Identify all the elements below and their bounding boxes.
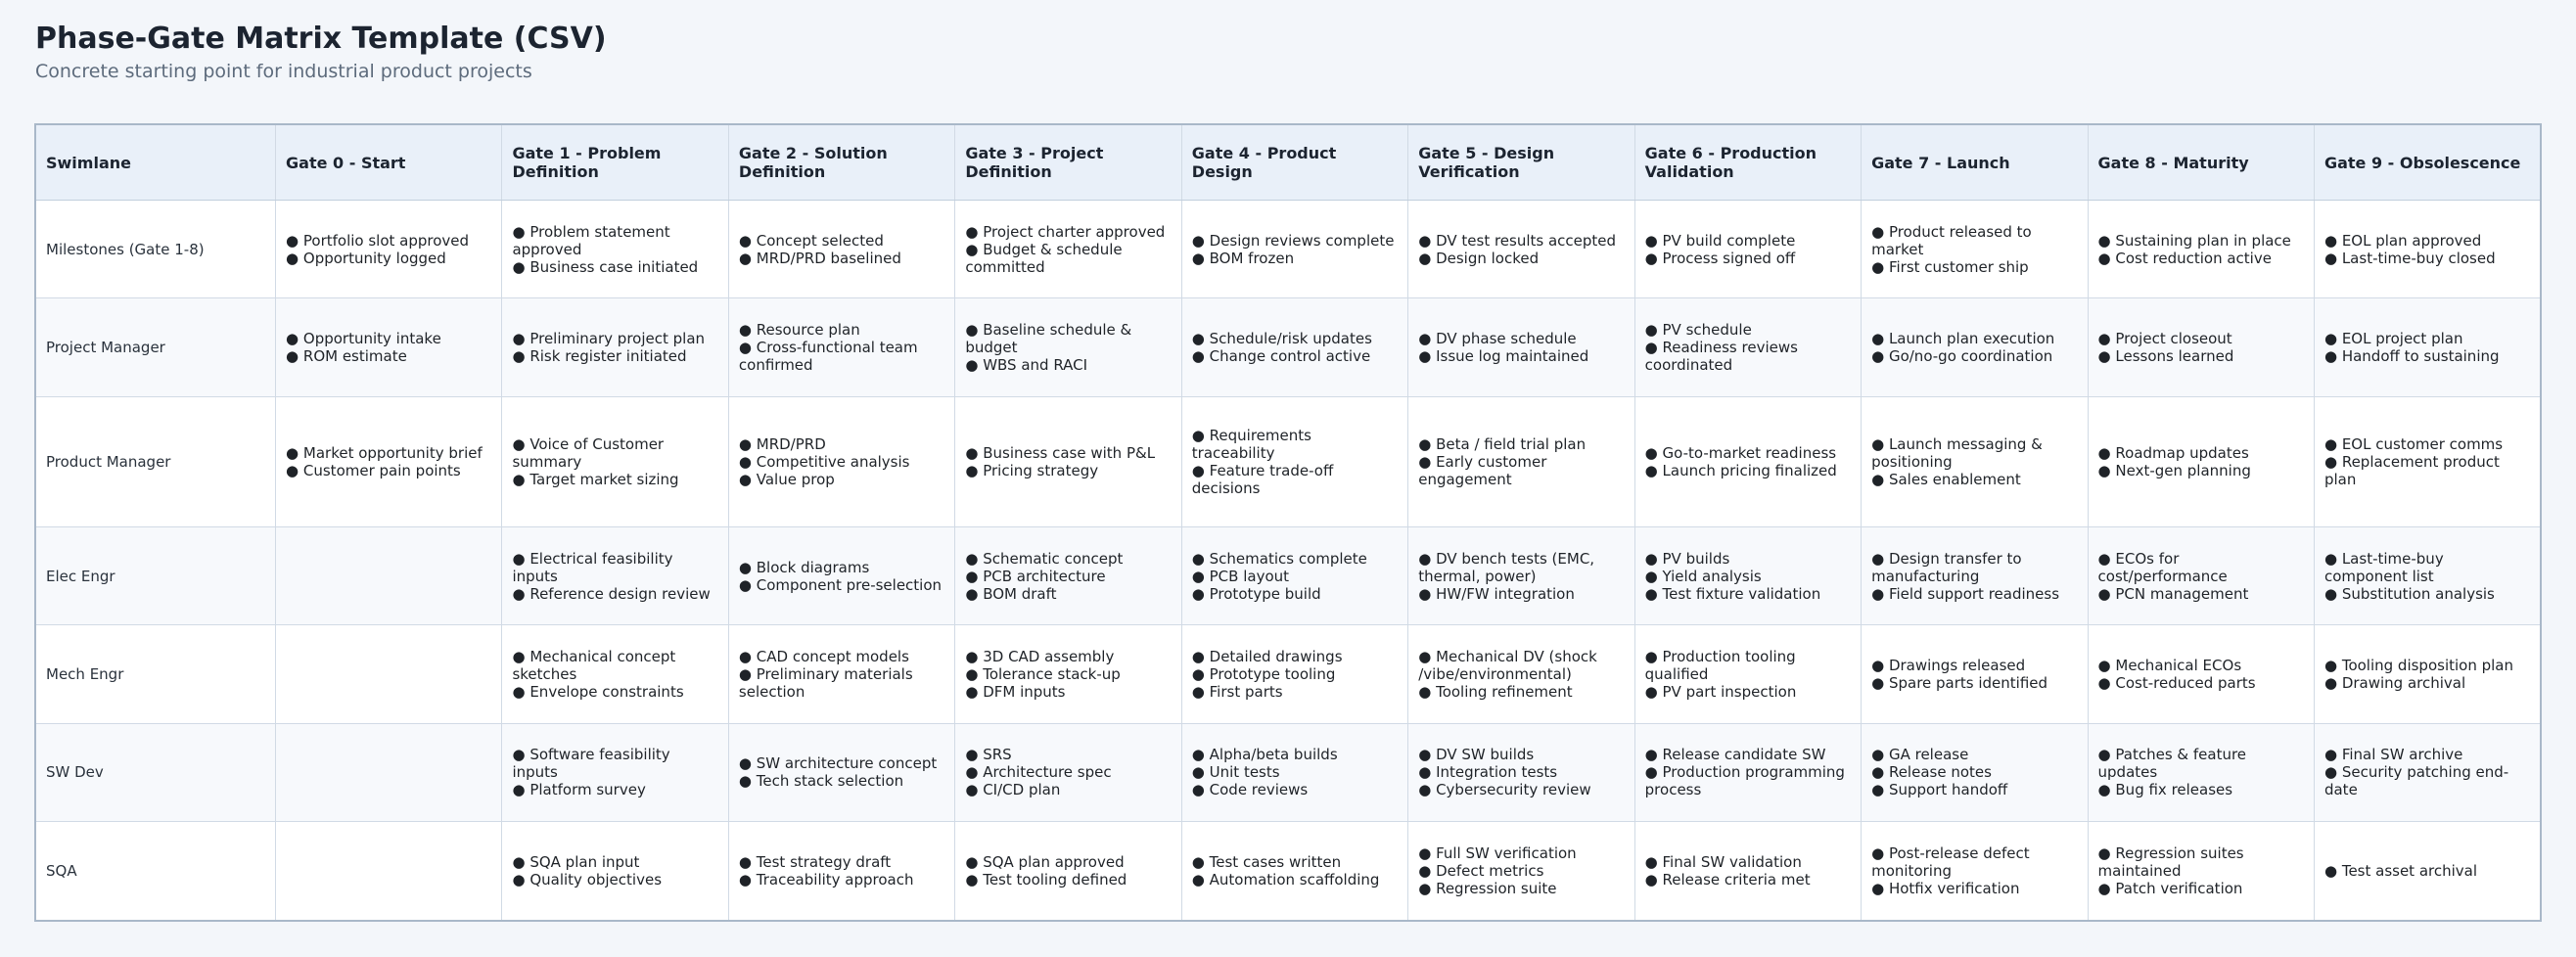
cell-bullet-item: ● Test strategy draft bbox=[739, 853, 944, 871]
cell-bullet-item: ● Readiness reviews coordinated bbox=[1645, 339, 1851, 374]
cell-bullet-item: ● Substitution analysis bbox=[2324, 585, 2530, 603]
cell-bullet-item: ● Portfolio slot approved bbox=[286, 232, 491, 250]
cell-bullet-item: ● Business case with P&L bbox=[965, 444, 1171, 462]
cell-bullet-item: ● Early customer engagement bbox=[1418, 453, 1624, 488]
matrix-cell bbox=[1634, 298, 1861, 396]
matrix-cell bbox=[1862, 822, 2088, 921]
cell-bullet-item: ● BOM frozen bbox=[1192, 250, 1398, 267]
cell-bullet-item: ● Drawings released bbox=[1871, 657, 2077, 674]
matrix-cell bbox=[1862, 201, 2088, 298]
cell-bullet-item: ● EOL plan approved bbox=[2324, 232, 2530, 250]
matrix-cell bbox=[2088, 526, 2314, 624]
cell-bullet-item: ● MRD/PRD baselined bbox=[739, 250, 944, 267]
cell-bullet-item: ● Detailed drawings bbox=[1192, 648, 1398, 665]
matrix-cell bbox=[276, 298, 502, 396]
matrix-cell bbox=[1408, 396, 1634, 526]
table-row bbox=[35, 723, 2541, 821]
matrix-cell bbox=[2314, 298, 2541, 396]
matrix-cell bbox=[2314, 396, 2541, 526]
matrix-cell bbox=[1634, 396, 1861, 526]
cell-bullet-item: ● PV builds bbox=[1645, 550, 1851, 568]
cell-bullet-item: ● Hotfix verification bbox=[1871, 880, 2077, 897]
matrix-cell bbox=[955, 723, 1181, 821]
cell-bullet-item: ● Regression suite bbox=[1418, 880, 1624, 897]
cell-bullet-item: ● Tooling disposition plan bbox=[2324, 657, 2530, 674]
cell-bullet-item: ● Sustaining plan in place bbox=[2098, 232, 2304, 250]
matrix-cell bbox=[1634, 723, 1861, 821]
matrix-cell bbox=[728, 822, 954, 921]
cell-bullet-item: ● DV phase schedule bbox=[1418, 330, 1624, 347]
cell-bullet-item: ● Project closeout bbox=[2098, 330, 2304, 347]
cell-bullet-item: ● Resource plan bbox=[739, 321, 944, 339]
cell-bullet-item: ● PV build complete bbox=[1645, 232, 1851, 250]
cell-bullet-item: ● Field support readiness bbox=[1871, 585, 2077, 603]
cell-bullet-item: ● DV bench tests (EMC, thermal, power) bbox=[1418, 550, 1624, 585]
matrix-cell bbox=[2314, 625, 2541, 723]
cell-bullet-item: ● Component pre-selection bbox=[739, 576, 944, 594]
cell-bullet-item: ● Next-gen planning bbox=[2098, 462, 2304, 479]
table-row bbox=[35, 201, 2541, 298]
cell-bullet-item: ● Prototype tooling bbox=[1192, 665, 1398, 683]
cell-bullet-item: ● Test fixture validation bbox=[1645, 585, 1851, 603]
cell-bullet-item: ● Market opportunity brief bbox=[286, 444, 491, 462]
table-row bbox=[35, 822, 2541, 921]
matrix-cell bbox=[2314, 526, 2541, 624]
cell-bullet-item: ● DV SW builds bbox=[1418, 746, 1624, 763]
cell-bullet-item: ● Mechanical DV (shock /vibe/environmental) bbox=[1418, 648, 1624, 683]
cell-bullet-item: ● Baseline schedule & budget bbox=[965, 321, 1171, 356]
cell-bullet-item: ● Alpha/beta builds bbox=[1192, 746, 1398, 763]
cell-bullet-item: ● SRS bbox=[965, 746, 1171, 763]
matrix-cell bbox=[1181, 526, 1407, 624]
cell-bullet-item: ● Voice of Customer summary bbox=[512, 435, 717, 471]
cell-bullet-item: ● Bug fix releases bbox=[2098, 781, 2304, 798]
matrix-cell bbox=[2314, 822, 2541, 921]
cell-bullet-item: ● Automation scaffolding bbox=[1192, 871, 1398, 889]
cell-bullet-item: ● Block diagrams bbox=[739, 559, 944, 576]
matrix-cell bbox=[1634, 526, 1861, 624]
cell-bullet-item: ● Go/no-go coordination bbox=[1871, 347, 2077, 365]
cell-bullet-item: ● Full SW verification bbox=[1418, 844, 1624, 862]
cell-bullet-item: ● HW/FW integration bbox=[1418, 585, 1624, 603]
matrix-cell bbox=[502, 201, 728, 298]
matrix-cell bbox=[502, 396, 728, 526]
cell-bullet-item: ● Patches & feature updates bbox=[2098, 746, 2304, 781]
matrix-cell bbox=[2314, 201, 2541, 298]
cell-bullet-item: ● BOM draft bbox=[965, 585, 1171, 603]
cell-bullet-item: ● Preliminary project plan bbox=[512, 330, 717, 347]
cell-bullet-item: ● Test cases written bbox=[1192, 853, 1398, 871]
matrix-cell bbox=[728, 396, 954, 526]
header-row bbox=[35, 124, 2541, 201]
cell-bullet-item: ● PV schedule bbox=[1645, 321, 1851, 339]
matrix-cell bbox=[1862, 298, 2088, 396]
cell-bullet-item: ● Value prop bbox=[739, 471, 944, 488]
cell-bullet-item: ● Launch pricing finalized bbox=[1645, 462, 1851, 479]
cell-bullet-item: ● Release criteria met bbox=[1645, 871, 1851, 889]
cell-bullet-item: ● Opportunity intake bbox=[286, 330, 491, 347]
cell-bullet-item: ● Cost-reduced parts bbox=[2098, 674, 2304, 692]
matrix-cell bbox=[1634, 201, 1861, 298]
page-title: Phase-Gate Matrix Template (CSV) bbox=[35, 22, 607, 56]
cell-bullet-item: ● Customer pain points bbox=[286, 462, 491, 479]
cell-bullet-item: ● Spare parts identified bbox=[1871, 674, 2077, 692]
matrix-cell bbox=[2088, 201, 2314, 298]
matrix-cell bbox=[1862, 526, 2088, 624]
matrix-cell bbox=[502, 526, 728, 624]
swimlane-label: Milestones (Gate 1-8) bbox=[35, 201, 276, 298]
cell-bullet-item: ● Opportunity logged bbox=[286, 250, 491, 267]
column-header-gate-3: Gate 3 - Project Definition bbox=[955, 124, 1181, 201]
cell-bullet-item: ● Reference design review bbox=[512, 585, 717, 603]
matrix-cell bbox=[728, 526, 954, 624]
matrix-cell bbox=[1862, 396, 2088, 526]
cell-bullet-item: ● Requirements traceability bbox=[1192, 427, 1398, 462]
cell-bullet-item: ● Project charter approved bbox=[965, 223, 1171, 241]
matrix-cell bbox=[502, 822, 728, 921]
cell-bullet-item: ● Release candidate SW bbox=[1645, 746, 1851, 763]
matrix-cell bbox=[955, 822, 1181, 921]
table-row bbox=[35, 526, 2541, 624]
matrix-cell bbox=[1634, 625, 1861, 723]
swimlane-label: Product Manager bbox=[35, 396, 276, 526]
matrix-cell bbox=[955, 396, 1181, 526]
matrix-cell bbox=[1862, 723, 2088, 821]
cell-bullet-item: ● Handoff to sustaining bbox=[2324, 347, 2530, 365]
column-header-gate-1: Gate 1 - Problem Definition bbox=[502, 124, 728, 201]
matrix-cell bbox=[276, 396, 502, 526]
matrix-cell bbox=[1408, 723, 1634, 821]
cell-bullet-item: ● DFM inputs bbox=[965, 683, 1171, 701]
matrix-cell bbox=[276, 526, 502, 624]
cell-bullet-item: ● Replacement product plan bbox=[2324, 453, 2530, 488]
cell-bullet-item: ● Electrical feasibility inputs bbox=[512, 550, 717, 585]
cell-bullet-item: ● PV part inspection bbox=[1645, 683, 1851, 701]
cell-bullet-item: ● Quality objectives bbox=[512, 871, 717, 889]
cell-bullet-item: ● Defect metrics bbox=[1418, 862, 1624, 880]
cell-bullet-item: ● ECOs for cost/performance bbox=[2098, 550, 2304, 585]
cell-bullet-item: ● Software feasibility inputs bbox=[512, 746, 717, 781]
cell-bullet-item: ● Lessons learned bbox=[2098, 347, 2304, 365]
matrix-cell bbox=[728, 625, 954, 723]
cell-bullet-item: ● CI/CD plan bbox=[965, 781, 1171, 798]
column-header-gate-4: Gate 4 - Product Design bbox=[1181, 124, 1407, 201]
cell-bullet-item: ● Regression suites maintained bbox=[2098, 844, 2304, 880]
cell-bullet-item: ● Final SW validation bbox=[1645, 853, 1851, 871]
cell-bullet-item: ● Envelope constraints bbox=[512, 683, 717, 701]
matrix-cell bbox=[1181, 201, 1407, 298]
cell-bullet-item: ● Test asset archival bbox=[2324, 862, 2530, 880]
cell-bullet-item: ● Last-time-buy closed bbox=[2324, 250, 2530, 267]
cell-bullet-item: ● Security patching end-date bbox=[2324, 763, 2530, 798]
cell-bullet-item: ● Concept selected bbox=[739, 232, 944, 250]
cell-bullet-item: ● Tech stack selection bbox=[739, 772, 944, 790]
cell-bullet-item: ● Drawing archival bbox=[2324, 674, 2530, 692]
cell-bullet-item: ● Cost reduction active bbox=[2098, 250, 2304, 267]
cell-bullet-item: ● CAD concept models bbox=[739, 648, 944, 665]
table-row bbox=[35, 625, 2541, 723]
cell-bullet-item: ● GA release bbox=[1871, 746, 2077, 763]
cell-bullet-item: ● PCB architecture bbox=[965, 568, 1171, 585]
cell-bullet-item: ● Test tooling defined bbox=[965, 871, 1171, 889]
cell-bullet-item: ● Tooling refinement bbox=[1418, 683, 1624, 701]
cell-bullet-item: ● Design transfer to manufacturing bbox=[1871, 550, 2077, 585]
cell-bullet-item: ● Final SW archive bbox=[2324, 746, 2530, 763]
cell-bullet-item: ● First customer ship bbox=[1871, 258, 2077, 276]
cell-bullet-item: ● PCN management bbox=[2098, 585, 2304, 603]
cell-bullet-item: ● Beta / field trial plan bbox=[1418, 435, 1624, 453]
swimlane-label: Mech Engr bbox=[35, 625, 276, 723]
column-header-gate-2: Gate 2 - Solution Definition bbox=[728, 124, 954, 201]
cell-bullet-item: ● Traceability approach bbox=[739, 871, 944, 889]
cell-bullet-item: ● Prototype build bbox=[1192, 585, 1398, 603]
matrix-cell bbox=[1181, 822, 1407, 921]
matrix-cell bbox=[2088, 298, 2314, 396]
matrix-cell bbox=[2314, 723, 2541, 821]
swimlane-label: SQA bbox=[35, 822, 276, 921]
matrix-cell bbox=[276, 822, 502, 921]
cell-bullet-item: ● Process signed off bbox=[1645, 250, 1851, 267]
matrix-cell bbox=[1181, 298, 1407, 396]
cell-bullet-item: ● Yield analysis bbox=[1645, 568, 1851, 585]
matrix-cell bbox=[1408, 822, 1634, 921]
column-header-gate-5: Gate 5 - Design Verification bbox=[1408, 124, 1634, 201]
matrix-cell bbox=[2088, 723, 2314, 821]
cell-bullet-item: ● EOL project plan bbox=[2324, 330, 2530, 347]
matrix-cell bbox=[276, 723, 502, 821]
cell-bullet-item: ● Production tooling qualified bbox=[1645, 648, 1851, 683]
matrix-cell bbox=[2088, 625, 2314, 723]
table-row bbox=[35, 396, 2541, 526]
cell-bullet-item: ● Integration tests bbox=[1418, 763, 1624, 781]
matrix-cell bbox=[502, 723, 728, 821]
matrix-cell bbox=[276, 201, 502, 298]
cell-bullet-item: ● Mechanical ECOs bbox=[2098, 657, 2304, 674]
cell-bullet-item: ● Launch plan execution bbox=[1871, 330, 2077, 347]
cell-bullet-item: ● MRD/PRD bbox=[739, 435, 944, 453]
cell-bullet-item: ● Support handoff bbox=[1871, 781, 2077, 798]
cell-bullet-item: ● Cybersecurity review bbox=[1418, 781, 1624, 798]
cell-bullet-item: ● Schematics complete bbox=[1192, 550, 1398, 568]
matrix-cell bbox=[1181, 723, 1407, 821]
cell-bullet-item: ● Patch verification bbox=[2098, 880, 2304, 897]
cell-bullet-item: ● Design locked bbox=[1418, 250, 1624, 267]
swimlane-label: SW Dev bbox=[35, 723, 276, 821]
cell-bullet-item: ● Business case initiated bbox=[512, 258, 717, 276]
cell-bullet-item: ● First parts bbox=[1192, 683, 1398, 701]
matrix-cell bbox=[728, 723, 954, 821]
cell-bullet-item: ● Architecture spec bbox=[965, 763, 1171, 781]
cell-bullet-item: ● Schematic concept bbox=[965, 550, 1171, 568]
cell-bullet-item: ● 3D CAD assembly bbox=[965, 648, 1171, 665]
column-header-gate-9: Gate 9 - Obsolescence bbox=[2314, 124, 2541, 201]
cell-bullet-item: ● Product released to market bbox=[1871, 223, 2077, 258]
swimlane-label: Project Manager bbox=[35, 298, 276, 396]
matrix-cell bbox=[955, 526, 1181, 624]
cell-bullet-item: ● EOL customer comms bbox=[2324, 435, 2530, 453]
cell-bullet-item: ● Production programming process bbox=[1645, 763, 1851, 798]
cell-bullet-item: ● SQA plan input bbox=[512, 853, 717, 871]
cell-bullet-item: ● Change control active bbox=[1192, 347, 1398, 365]
matrix-cell bbox=[1408, 201, 1634, 298]
cell-bullet-item: ● Design reviews complete bbox=[1192, 232, 1398, 250]
column-header-gate-8: Gate 8 - Maturity bbox=[2088, 124, 2314, 201]
cell-bullet-item: ● Pricing strategy bbox=[965, 462, 1171, 479]
cell-bullet-item: ● PCB layout bbox=[1192, 568, 1398, 585]
cell-bullet-item: ● Mechanical concept sketches bbox=[512, 648, 717, 683]
cell-bullet-item: ● Release notes bbox=[1871, 763, 2077, 781]
cell-bullet-item: ● ROM estimate bbox=[286, 347, 491, 365]
cell-bullet-item: ● Unit tests bbox=[1192, 763, 1398, 781]
cell-bullet-item: ● Competitive analysis bbox=[739, 453, 944, 471]
table-body bbox=[35, 201, 2541, 922]
column-header-swimlane: Swimlane bbox=[35, 124, 276, 201]
cell-bullet-item: ● Preliminary materials selection bbox=[739, 665, 944, 701]
cell-bullet-item: ● Code reviews bbox=[1192, 781, 1398, 798]
matrix-cell bbox=[1408, 625, 1634, 723]
cell-bullet-item: ● WBS and RACI bbox=[965, 356, 1171, 374]
cell-bullet-item: ● Schedule/risk updates bbox=[1192, 330, 1398, 347]
cell-bullet-item: ● Launch messaging & positioning bbox=[1871, 435, 2077, 471]
swimlane-label: Elec Engr bbox=[35, 526, 276, 624]
cell-bullet-item: ● SQA plan approved bbox=[965, 853, 1171, 871]
column-header-gate-7: Gate 7 - Launch bbox=[1862, 124, 2088, 201]
cell-bullet-item: ● Issue log maintained bbox=[1418, 347, 1624, 365]
matrix-cell bbox=[2088, 396, 2314, 526]
matrix-cell bbox=[1408, 526, 1634, 624]
cell-bullet-item: ● Target market sizing bbox=[512, 471, 717, 488]
cell-bullet-item: ● Post-release defect monitoring bbox=[1871, 844, 2077, 880]
matrix-cell bbox=[955, 298, 1181, 396]
matrix-cell bbox=[1181, 396, 1407, 526]
phase-gate-matrix-table bbox=[34, 123, 2542, 922]
matrix-cell bbox=[276, 625, 502, 723]
matrix-cell bbox=[728, 201, 954, 298]
cell-bullet-item: ● SW architecture concept bbox=[739, 754, 944, 772]
cell-bullet-item: ● Budget & schedule committed bbox=[965, 241, 1171, 276]
column-header-gate-0: Gate 0 - Start bbox=[276, 124, 502, 201]
cell-bullet-item: ● Feature trade-off decisions bbox=[1192, 462, 1398, 497]
matrix-cell bbox=[955, 625, 1181, 723]
cell-bullet-item: ● Sales enablement bbox=[1871, 471, 2077, 488]
matrix-cell bbox=[2088, 822, 2314, 921]
cell-bullet-item: ● Tolerance stack-up bbox=[965, 665, 1171, 683]
matrix-cell bbox=[1181, 625, 1407, 723]
cell-bullet-item: ● Problem statement approved bbox=[512, 223, 717, 258]
cell-bullet-item: ● DV test results accepted bbox=[1418, 232, 1624, 250]
cell-bullet-item: ● Risk register initiated bbox=[512, 347, 717, 365]
cell-bullet-item: ● Platform survey bbox=[512, 781, 717, 798]
matrix-cell bbox=[1862, 625, 2088, 723]
cell-bullet-item: ● Roadmap updates bbox=[2098, 444, 2304, 462]
matrix-cell bbox=[728, 298, 954, 396]
matrix-cell bbox=[1408, 298, 1634, 396]
cell-bullet-item: ● Cross-functional team confirmed bbox=[739, 339, 944, 374]
matrix-cell bbox=[502, 298, 728, 396]
matrix-cell bbox=[1634, 822, 1861, 921]
table-header bbox=[35, 124, 2541, 201]
table-row bbox=[35, 298, 2541, 396]
column-header-gate-6: Gate 6 - Production Validation bbox=[1634, 124, 1861, 201]
cell-bullet-item: ● Go-to-market readiness bbox=[1645, 444, 1851, 462]
matrix-cell bbox=[955, 201, 1181, 298]
cell-bullet-item: ● Last-time-buy component list bbox=[2324, 550, 2530, 585]
page-subtitle: Concrete starting point for industrial product projects bbox=[35, 61, 532, 82]
matrix-cell bbox=[502, 625, 728, 723]
